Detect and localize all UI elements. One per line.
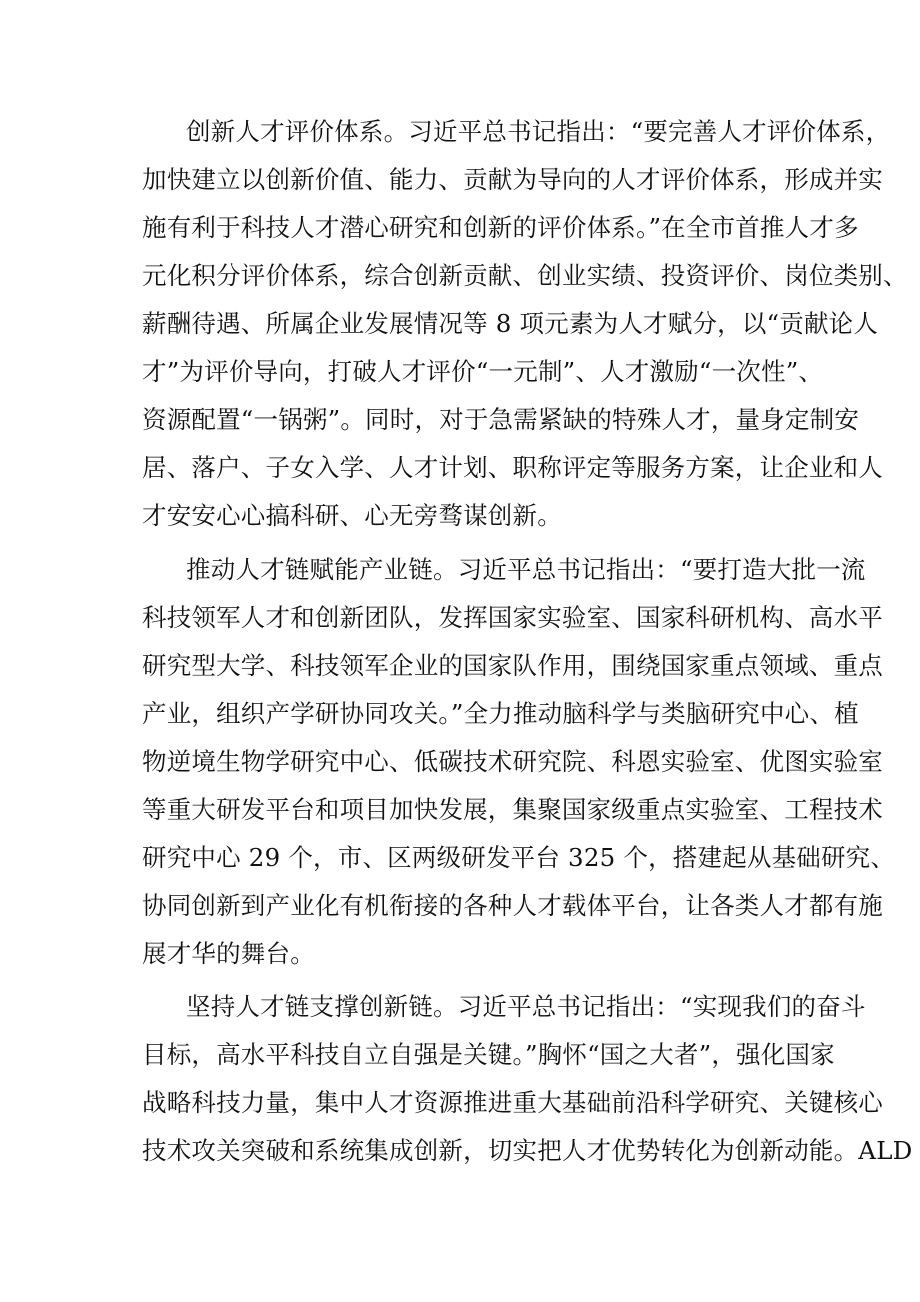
- paragraph-2-line-1: 推动人才链赋能产业链。习近平总书记指出：“要打造大批一流: [186, 555, 866, 584]
- paragraph-1-line-5: 薪酬待遇、所属企业发展情况等 8 项元素为人才赋分，以“贡献论人: [142, 309, 879, 338]
- paragraph-2-line-4: 产业，组织产学研协同攻关。”全力推动脑科学与类脑研究中心、植: [142, 699, 859, 728]
- paragraph-1-line-3: 施有利于科技人才潜心研究和创新的评价体系。”在全市首推人才多: [142, 213, 859, 242]
- paragraph-1-line-6: 才”为评价导向，打破人才评价“一元制”、人才激励“一次性”、: [142, 357, 824, 386]
- paragraph-1-line-7: 资源配置“一锅粥”。同时，对于急需紧缺的特殊人才，量身定制安: [142, 405, 860, 434]
- paragraph-3-line-3: 战略科技力量，集中人才资源推进重大基础前沿科学研究、关键核心: [142, 1088, 883, 1117]
- paragraph-2-line-9: 展才华的舞台。: [142, 939, 315, 968]
- paragraph-2-line-8: 协同创新到产业化有机衔接的各种人才载体平台，让各类人才都有施: [142, 891, 883, 920]
- paragraph-1-line-2: 加快建立以创新价值、能力、贡献为导向的人才评价体系，形成并实: [142, 165, 883, 194]
- paragraph-3-line-2: 目标，高水平科技自立自强是关键。”胸怀“国之大者”，强化国家: [142, 1040, 835, 1069]
- paragraph-1-line-1: 创新人才评价体系。习近平总书记指出：“要完善人才评价体系，: [186, 117, 891, 146]
- paragraph-3-line-1: 坚持人才链支撑创新链。习近平总书记指出：“实现我们的奋斗: [186, 992, 866, 1021]
- paragraph-1-line-9: 才安安心心搞科研、心无旁骛谋创新。: [142, 501, 562, 530]
- paragraph-1-line-4: 元化积分评价体系，综合创新贡献、创业实绩、投资评价、岗位类别、: [142, 261, 908, 290]
- paragraph-2-line-5: 物逆境生物学研究中心、低碳技术研究院、科恩实验室、优图实验室: [142, 747, 883, 776]
- paragraph-2-line-2: 科技领军人才和创新团队，发挥国家实验室、国家科研机构、高水平: [142, 603, 883, 632]
- paragraph-2-line-7: 研究中心 29 个，市、区两级研发平台 325 个，搭建起从基础研究、: [142, 843, 896, 872]
- paragraph-1-line-8: 居、落户、子女入学、人才计划、职称评定等服务方案，让企业和人: [142, 453, 883, 482]
- paragraph-2-line-3: 研究型大学、科技领军企业的国家队作用，围绕国家重点领域、重点: [142, 651, 883, 680]
- paragraph-3-line-4: 技术攻关突破和系统集成创新，切实把人才优势转化为创新动能。ALD: [142, 1136, 913, 1165]
- paragraph-2-line-6: 等重大研发平台和项目加快发展，集聚国家级重点实验室、工程技术: [142, 795, 883, 824]
